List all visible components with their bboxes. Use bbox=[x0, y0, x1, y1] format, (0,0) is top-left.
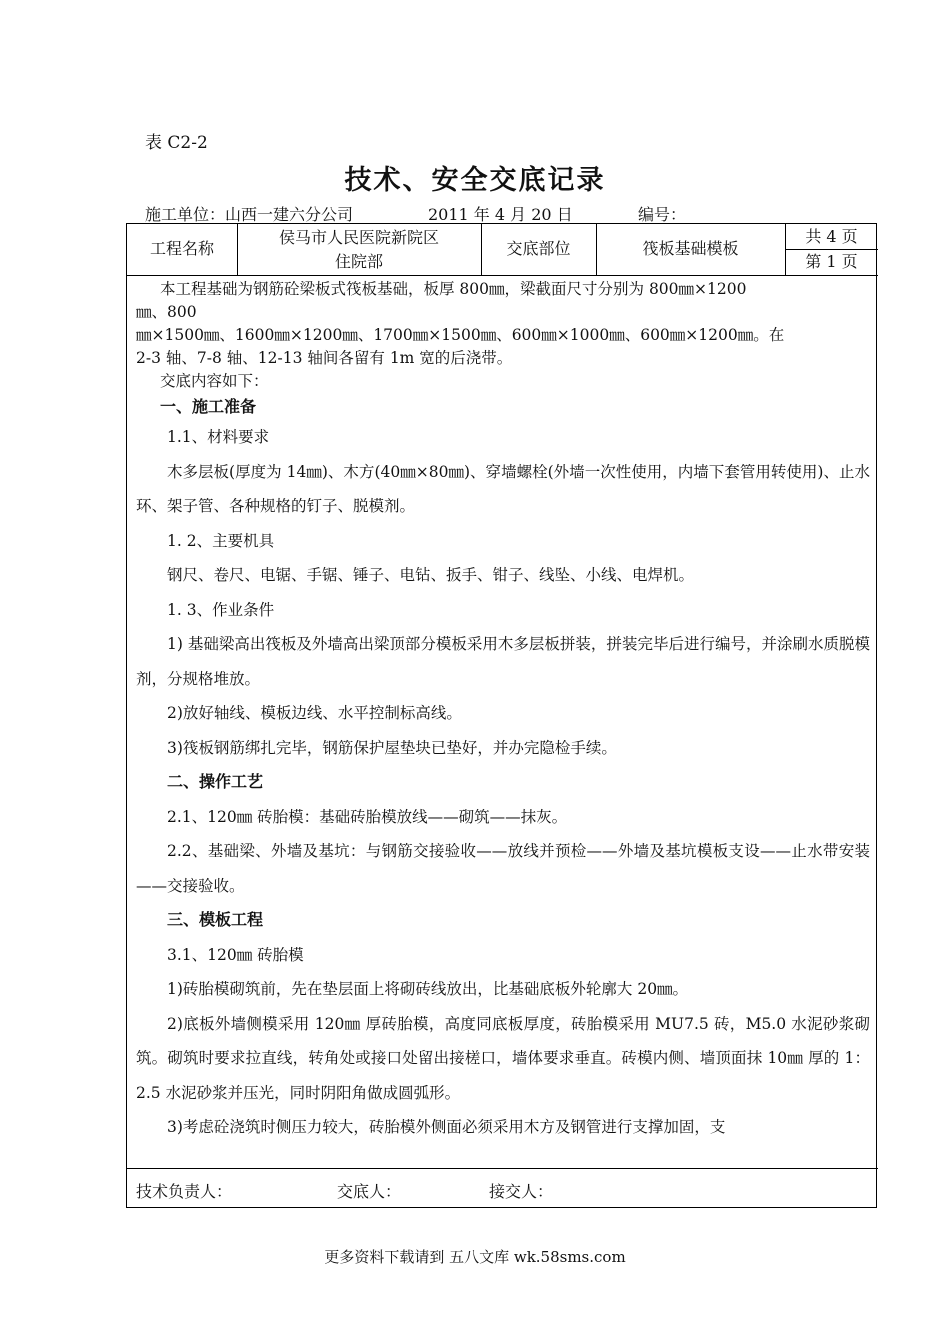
document-title: 技术、安全交底记录 bbox=[344, 165, 606, 196]
footer-note: 更多资料下载请到 五八文库 wk.58sms.com bbox=[324, 1248, 626, 1266]
record-date: 2011 年 4 月 20 日 bbox=[428, 205, 573, 224]
item-2-2: 2.2、基础梁、外墙及基坑：与钢筋交接验收——放线并预检——外墙及基坑模板支设——止水带安装——交接验收。 bbox=[136, 842, 870, 895]
item-1-1: 1.1、材料要求 bbox=[167, 428, 270, 446]
item-3-1-3: 3)考虑砼浇筑时侧压力较大，砖胎模外侧面必须采用木方及钢管进行支撑加固，支 bbox=[167, 1118, 726, 1136]
construction-unit: 施工单位：山西一建六分公司 bbox=[145, 205, 354, 224]
intro-line-3: 2-3 轴、7-8 轴、12-13 轴间各留有 1m 宽的后浇带。 bbox=[136, 349, 513, 367]
item-3-1: 3.1、120㎜ 砖胎模 bbox=[167, 945, 304, 964]
item-3-1-1: 1)砖胎模砌筑前，先在垫层面上将砌砖线放出，比基础底板外轮廓大 20㎜。 bbox=[167, 980, 689, 998]
project-name-line2: 住院部 bbox=[334, 252, 383, 271]
item-1-3-1: 1) 基础梁高出筏板及外墙高出梁顶部分模板采用木多层板拼装，拼装完毕后进行编号，并涂刷水质脱模剂，分规格堆放。 bbox=[136, 635, 870, 688]
item-1-2: 1. 2、主要机具 bbox=[167, 531, 275, 550]
disclosure-content bbox=[136, 278, 870, 1145]
item-2-1: 2.1、120㎜ 砖胎模：基础砖胎模放线——砌筑——抹灰。 bbox=[167, 807, 568, 826]
disclosure-part-label: 交底部位 bbox=[506, 239, 571, 258]
item-1-1-text: 木多层板(厚度为 14㎜)、木方(40㎜×80㎜)、穿墙螺栓(外墙一次性使用，内墙下套管用转使用)、止水环、架子管、各种规格的钉子、脱模剂。 bbox=[136, 462, 870, 515]
record-number-label: 编号： bbox=[638, 205, 687, 224]
tech-lead-label: 技术负责人： bbox=[136, 1182, 233, 1201]
meta-line bbox=[145, 202, 686, 225]
section-3-title: 三、模板工程 bbox=[167, 910, 264, 929]
project-name-label: 工程名称 bbox=[149, 239, 214, 258]
page-number: 第 1 页 bbox=[805, 252, 858, 271]
project-name-line1: 侯马市人民医院新院区 bbox=[278, 228, 439, 247]
item-1-3: 1. 3、作业条件 bbox=[167, 600, 275, 619]
item-1-2-text: 钢尺、卷尺、电锯、手锯、锤子、电钻、扳手、钳子、线坠、小线、电焊机。 bbox=[167, 566, 695, 584]
intro-line-1: 本工程基础为钢筋砼梁板式筏板基础，板厚 800㎜，梁截面尺寸分别为 800㎜×1200㎜、800 bbox=[136, 280, 747, 321]
item-1-3-2: 2)放好轴线、模板边线、水平控制标高线。 bbox=[167, 704, 462, 722]
section-2-title: 二、操作工艺 bbox=[167, 772, 264, 791]
item-1-3-3: 3)筏板钢筋绑扎完毕，钢筋保护屋垫块已垫好，并办完隐检手续。 bbox=[167, 738, 617, 757]
signature-row bbox=[136, 1179, 553, 1202]
disclosure-part-value: 筏板基础模板 bbox=[642, 239, 739, 258]
section-1-title: 一、施工准备 bbox=[160, 397, 257, 416]
intro-line-2: ㎜×1500㎜、1600㎜×1200㎜、1700㎜×1500㎜、600㎜×1000㎜、600㎜×1200㎜。在 bbox=[136, 326, 785, 344]
discloser-label: 交底人： bbox=[337, 1182, 402, 1201]
disclosure-table bbox=[126, 223, 877, 1208]
total-pages: 共 4 页 bbox=[805, 227, 858, 246]
form-code: 表 C2-2 bbox=[145, 133, 208, 153]
intro-line-4: 交底内容如下： bbox=[160, 372, 269, 390]
item-3-1-2: 2)底板外墙侧模采用 120㎜ 厚砖胎模，高度同底板厚度，砖胎模采用 MU7.5 砖，M5.0 水泥砂浆砌筑。砌筑时要求拉直线，转角处或接口处留出接槎口，墙体要求垂直。砖模内侧、墙顶面抹 10㎜ 厚的 1：2.5 水泥砂浆并压光，同时阴阳角做成圆弧形。 bbox=[136, 1014, 870, 1102]
receiver-label: 接交人： bbox=[489, 1182, 554, 1201]
